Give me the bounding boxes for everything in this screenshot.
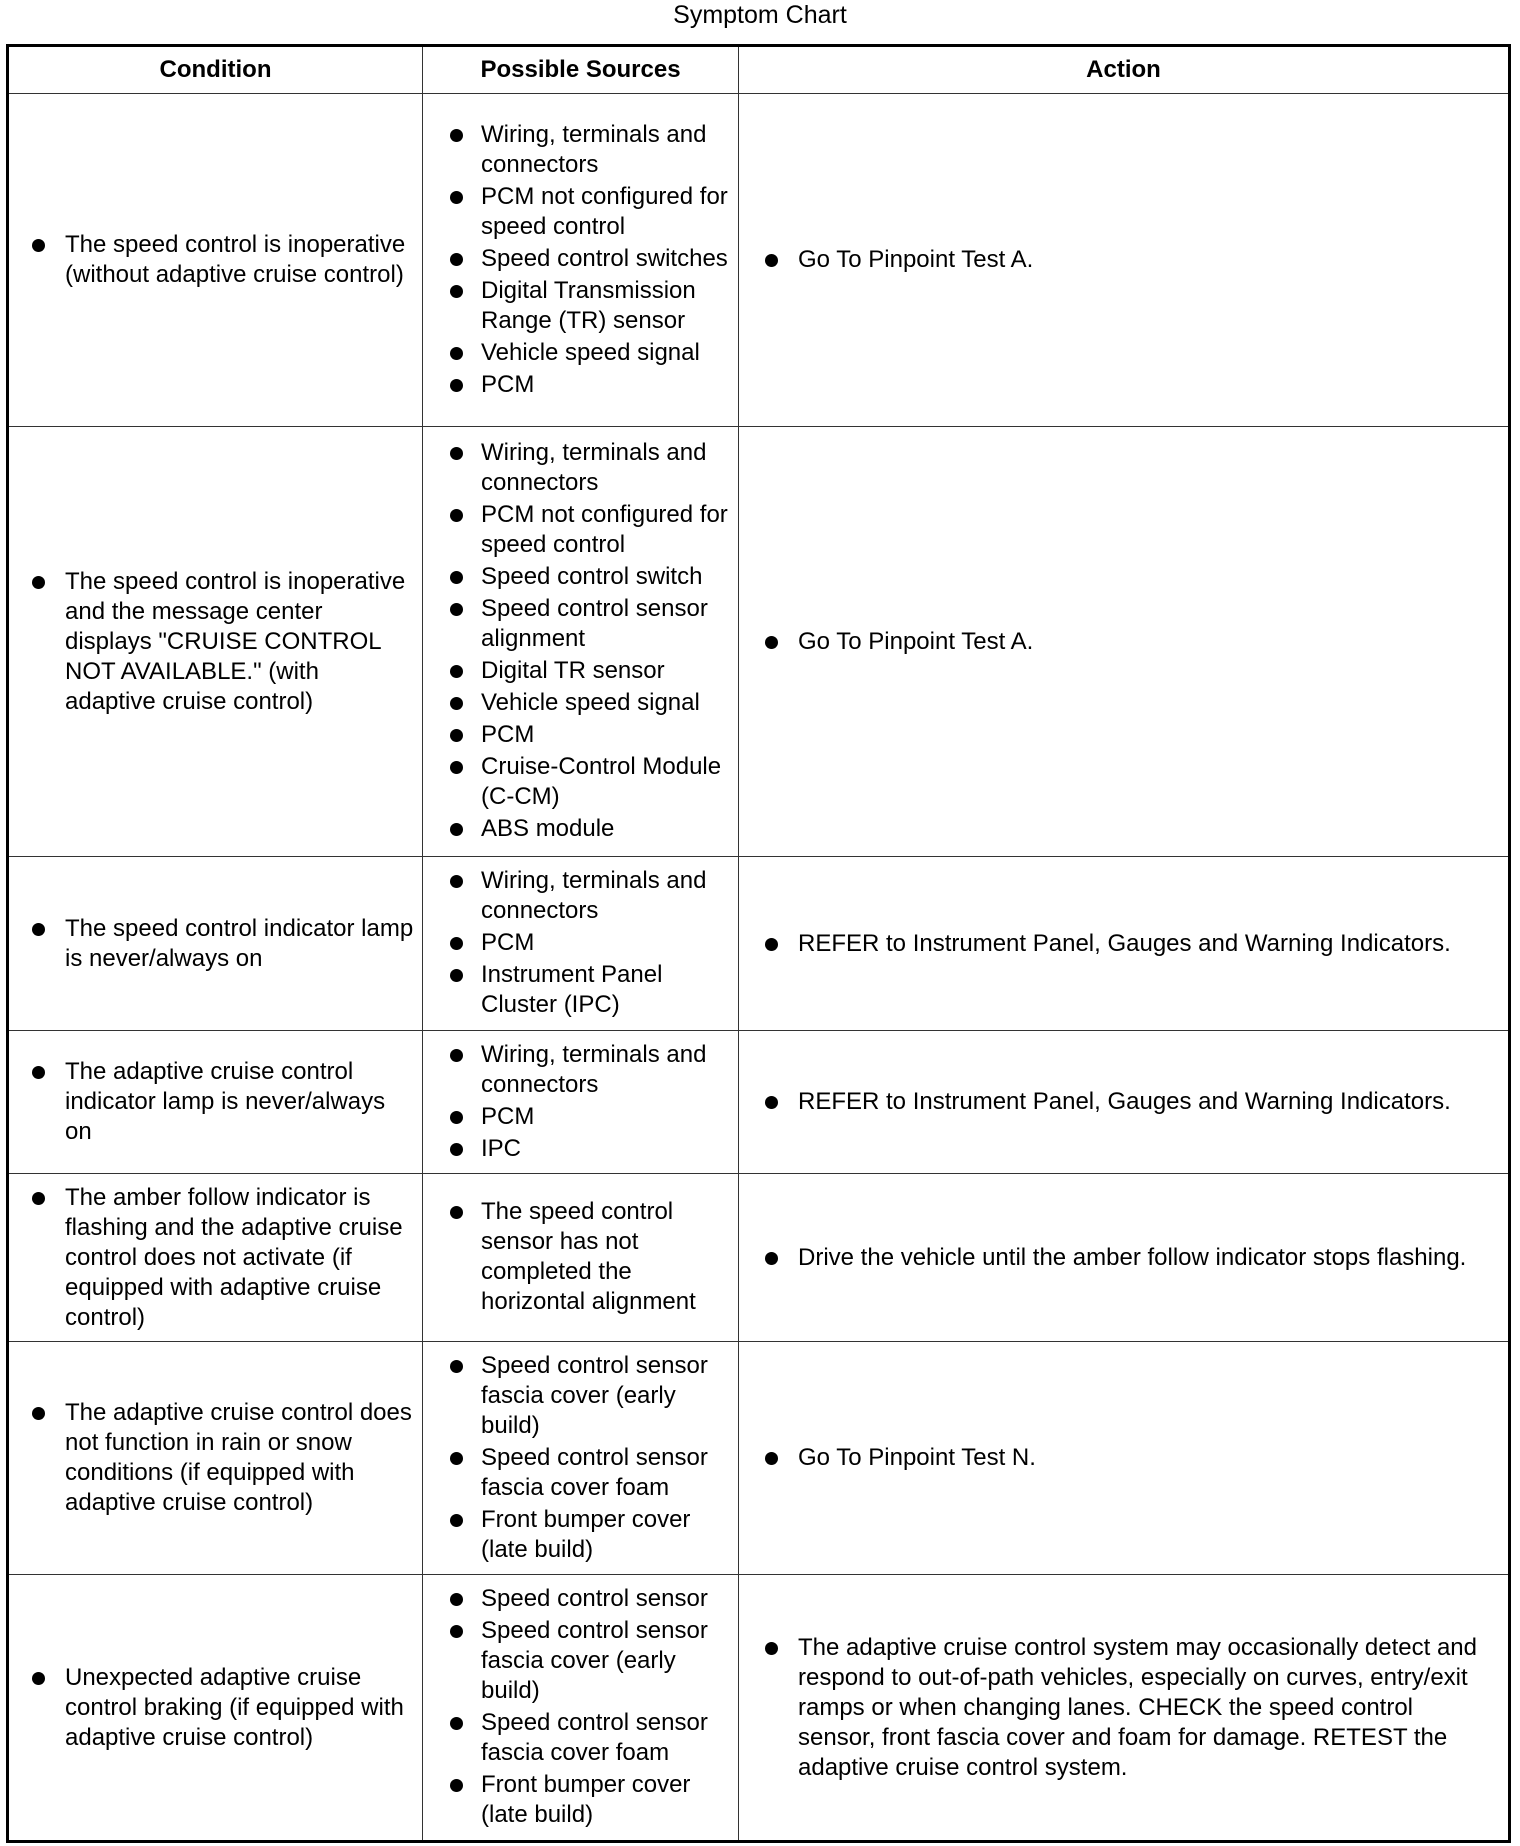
table-row (8, 94, 1510, 427)
sources-cell (423, 427, 739, 857)
table-row (8, 1174, 1510, 1342)
action-text: Go To Pinpoint Test A. (798, 627, 1496, 657)
possible-sources-header: Possible Sources (423, 46, 739, 94)
source-item: PCM (481, 720, 732, 750)
condition-text: The speed control is inoperative (without adaptive cruise control) (65, 230, 414, 290)
source-item: Wiring, terminals and connectors (481, 866, 732, 926)
source-item: IPC (481, 1134, 732, 1164)
source-item: The speed control sensor has not completed the horizontal alignment (481, 1197, 732, 1317)
source-item: PCM not configured for speed control (481, 182, 732, 242)
chart-title: Symptom Chart (673, 1, 847, 29)
source-item: Vehicle speed signal (481, 688, 732, 718)
table-row (8, 427, 1510, 857)
condition-cell (8, 427, 423, 857)
condition-text: The amber follow indicator is flashing and the adaptive cruise control does not activate (if equipped with adaptive cruise control) (65, 1183, 414, 1333)
source-item: PCM (481, 1102, 732, 1132)
source-item: Speed control sensor (481, 1584, 732, 1614)
sources-cell (423, 1342, 739, 1575)
sources-cell (423, 1575, 739, 1842)
source-item: Speed control sensor fascia cover foam (481, 1443, 732, 1503)
table-row (8, 1342, 1510, 1575)
source-item: Vehicle speed signal (481, 338, 732, 368)
condition-cell (8, 1575, 423, 1842)
action-cell (739, 1575, 1510, 1842)
action-header: Action (739, 46, 1510, 94)
source-item: Speed control switches (481, 244, 732, 274)
source-item: Speed control sensor fascia cover (early build) (481, 1351, 732, 1441)
source-item: Instrument Panel Cluster (IPC) (481, 960, 732, 1020)
source-item: Speed control sensor alignment (481, 594, 732, 654)
action-cell (739, 94, 1510, 427)
table-row (8, 1575, 1510, 1842)
symptom-chart-table (6, 44, 1511, 1843)
sources-cell (423, 1174, 739, 1342)
sources-cell (423, 857, 739, 1031)
source-item: ABS module (481, 814, 732, 844)
source-item: Cruise-Control Module (C-CM) (481, 752, 732, 812)
action-cell (739, 1031, 1510, 1174)
action-text: REFER to Instrument Panel, Gauges and Warning Indicators. (798, 1087, 1496, 1117)
action-text: REFER to Instrument Panel, Gauges and Warning Indicators. (798, 929, 1496, 959)
condition-cell (8, 857, 423, 1031)
source-item: Speed control sensor fascia cover foam (481, 1708, 732, 1768)
action-text: Go To Pinpoint Test A. (798, 245, 1496, 275)
source-item: Front bumper cover (late build) (481, 1505, 732, 1565)
condition-cell (8, 1174, 423, 1342)
condition-text: The adaptive cruise control does not function in rain or snow conditions (if equipped with adaptive cruise control) (65, 1398, 414, 1518)
source-item: Speed control sensor fascia cover (early build) (481, 1616, 732, 1706)
sources-cell (423, 1031, 739, 1174)
condition-cell (8, 1031, 423, 1174)
action-text: Drive the vehicle until the amber follow indicator stops flashing. (798, 1243, 1496, 1273)
source-item: PCM (481, 928, 732, 958)
condition-cell (8, 1342, 423, 1575)
source-item: Wiring, terminals and connectors (481, 120, 732, 180)
condition-cell (8, 94, 423, 427)
condition-header: Condition (8, 46, 423, 94)
action-text: The adaptive cruise control system may occasionally detect and respond to out-of-path vehicles, especially on curves, entry/exit ramps or when changing lanes. CHECK the speed control sensor, front fascia cover and foam for damage. RETEST the adaptive cruise control system. (798, 1633, 1496, 1783)
source-item: Digital TR sensor (481, 656, 732, 686)
condition-text: The speed control is inoperative and the message center displays "CRUISE CONTROL NOT AVAILABLE." (with adaptive cruise control) (65, 567, 414, 717)
source-item: PCM not configured for speed control (481, 500, 732, 560)
action-text: Go To Pinpoint Test N. (798, 1443, 1496, 1473)
source-item: Front bumper cover (late build) (481, 1770, 732, 1830)
table-row (8, 1031, 1510, 1174)
source-item: Wiring, terminals and connectors (481, 438, 732, 498)
header-row (8, 46, 1510, 94)
action-cell (739, 427, 1510, 857)
source-item: Wiring, terminals and connectors (481, 1040, 732, 1100)
source-item: Speed control switch (481, 562, 732, 592)
table-row (8, 857, 1510, 1031)
source-item: Digital Transmission Range (TR) sensor (481, 276, 732, 336)
condition-text: The speed control indicator lamp is never/always on (65, 914, 414, 972)
action-cell (739, 857, 1510, 1031)
action-cell (739, 1342, 1510, 1575)
action-cell (739, 1174, 1510, 1342)
condition-text: The adaptive cruise control indicator lamp is never/always on (65, 1057, 414, 1147)
sources-cell (423, 94, 739, 427)
source-item: PCM (481, 370, 732, 400)
condition-text: Unexpected adaptive cruise control braking (if equipped with adaptive cruise control) (65, 1663, 414, 1753)
